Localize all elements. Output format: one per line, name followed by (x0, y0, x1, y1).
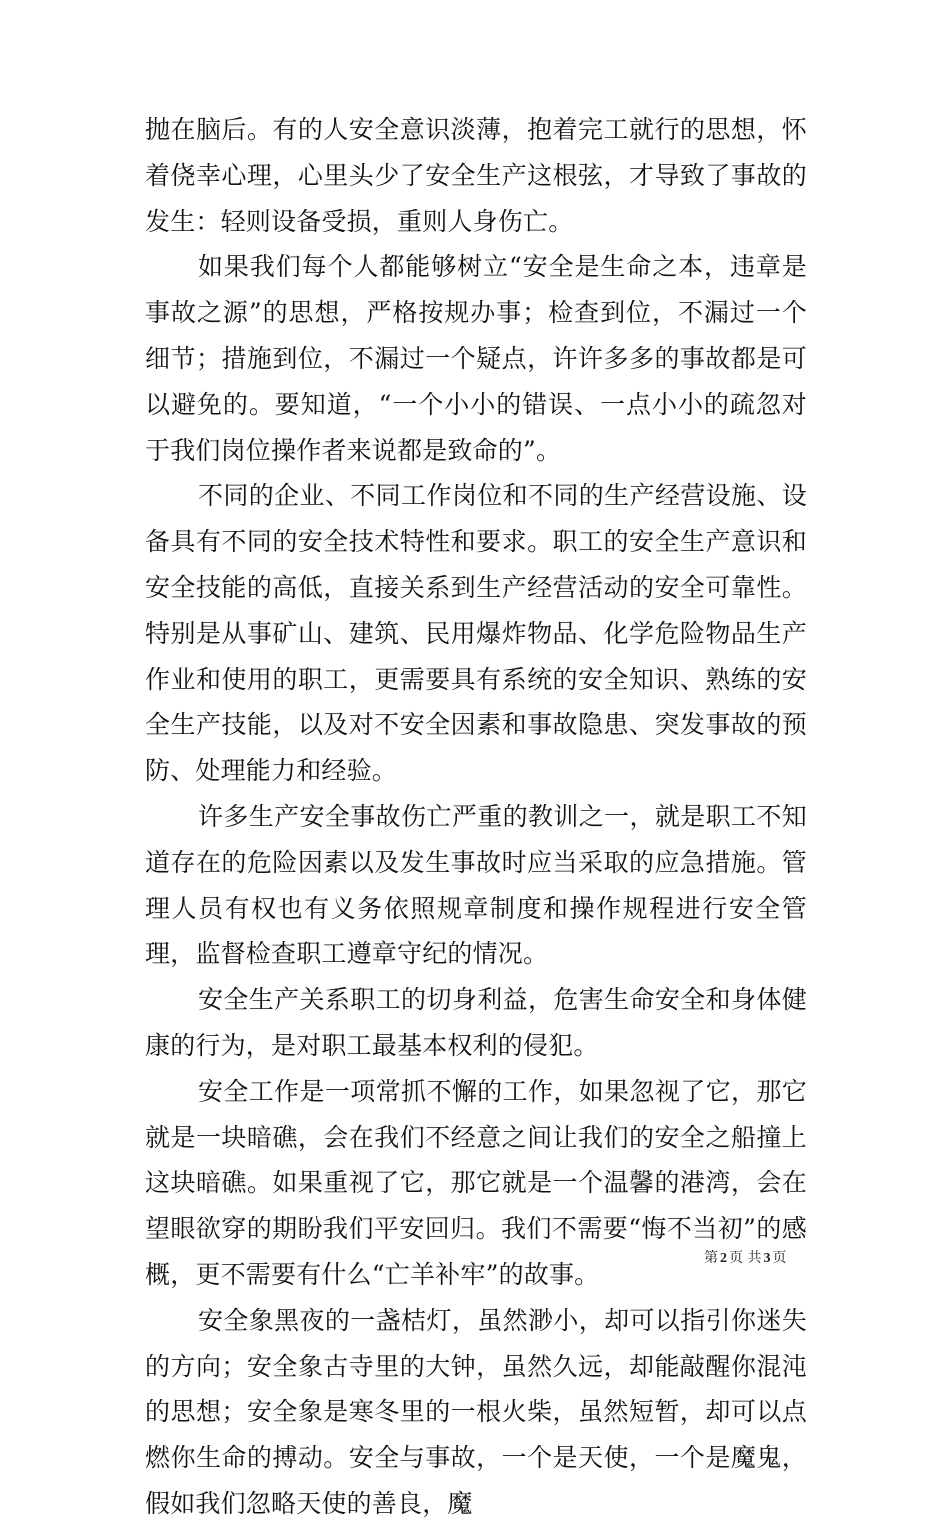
paragraph: 许多生产安全事故伤亡严重的教训之一，就是职工不知道存在的危险因素以及发生事故时应当采取的应急措施。管理人员有权也有义务依照规章制度和操作规程进行安全管理，监督检查职工遵章守纪的情况。 (145, 801, 807, 969)
paragraph: 不同的企业、不同工作岗位和不同的生产经营设施、设备具有不同的安全技术特性和要求。职工的安全生产意识和安全技能的高低，直接关系到生产经营活动的安全可靠性。特别是从事矿山、建筑、民用爆炸物品、化学危险物品生产作业和使用的职工，更需要具有系统的安全知识、熟练的安全生产技能，以及对不安全因素和事故隐患、突发事故的预防、处理能力和经验。 (145, 481, 807, 786)
total-page-number: 3 (763, 1251, 771, 1266)
current-page-number: 2 (720, 1251, 727, 1266)
paragraph: 如果我们每个人都能够树立“安全是生命之本，违章是事故之源”的思想，严格按规办事；检查到位，不漏过一个细节；措施到位，不漏过一个疑点，许许多多的事故都是可以避免的。要知道，“一个小小的错误、一点小小的疏忽对于我们岗位操作者来说都是致命的”。 (145, 252, 807, 465)
paragraph: 安全工作是一项常抓不懈的工作，如果忽视了它，那它就是一块暗礁，会在我们不经意之间让我们的安全之船撞上这块暗礁。如果重视了它，那它就是一个温馨的港湾，会在望眼欲穿的期盼我们平安回归。我们不需要“悔不当初”的感概，更不需要有什么“亡羊补牢”的故事。 (145, 1076, 807, 1289)
footer-middle: 页 共 (729, 1250, 762, 1266)
paragraph-continued: 抛在脑后。有的人安全意识淡薄，抱着完工就行的思想，怀着侥幸心理，心里头少了安全生产这根弦，才导致了事故的发生：轻则设备受损，重则人身伤亡。 (145, 115, 807, 236)
footer-prefix: 第 (704, 1250, 718, 1266)
document-body (145, 107, 807, 1527)
paragraph: 安全象黑夜的一盏桔灯，虽然渺小，却可以指引你迷失的方向；安全象古寺里的大钟，虽然久远，却能敲醒你混沌的思想；安全象是寒冬里的一根火柴，虽然短暂，却可以点燃你生命的搏动。安全与事故，一个是天使，一个是魔鬼，假如我们忽略天使的善良，魔 (145, 1305, 807, 1518)
page-number-footer (704, 1249, 786, 1268)
footer-suffix: 页 (772, 1250, 787, 1266)
paragraph: 安全生产关系职工的切身利益，危害生命安全和身体健康的行为，是对职工最基本权利的侵犯。 (145, 985, 807, 1060)
